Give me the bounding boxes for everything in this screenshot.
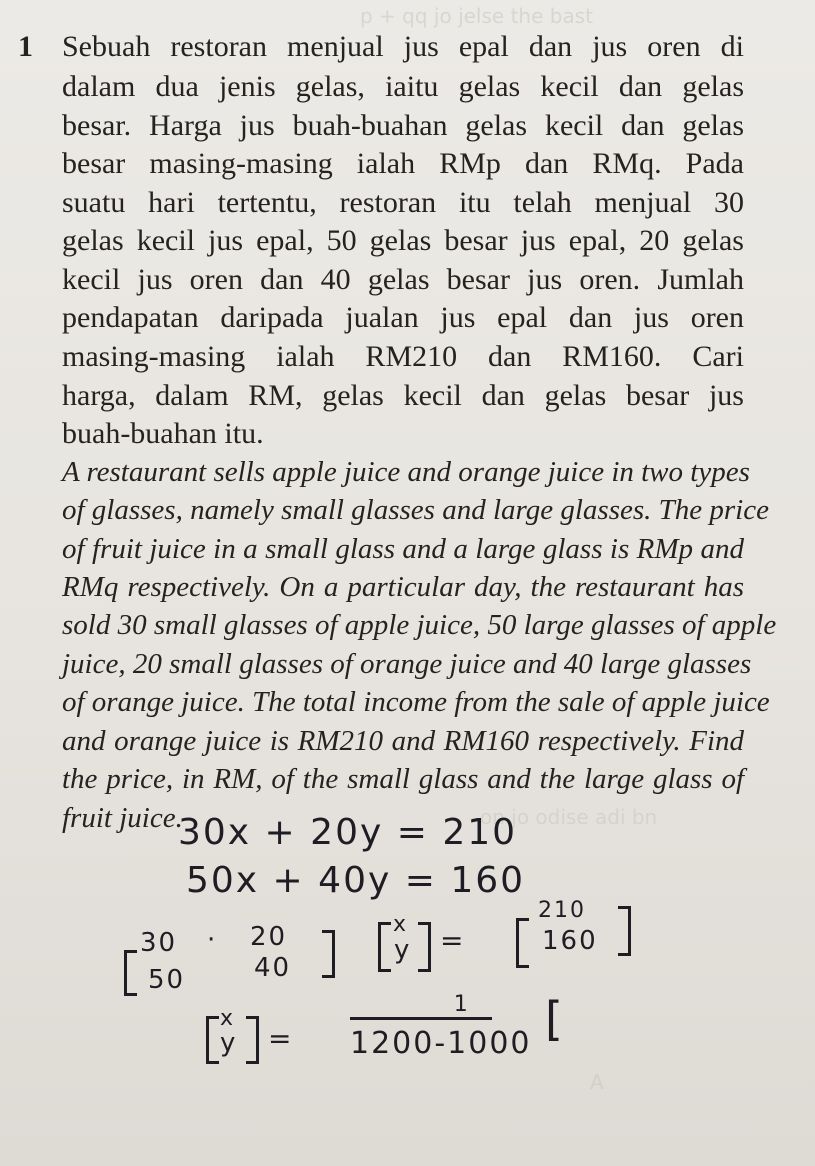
malay-line: Sebuah restoran menjual jus epal dan jus oren di [62,30,744,63]
english-line: RMq respectively. On a particular day, the restaurant has [62,571,744,603]
english-line: of fruit juice in a small glass and a large glass is RMp and [62,533,744,565]
english-line: the price, in RM, of the small glass and the large glass of [62,763,744,795]
rhs-right-bracket [618,906,631,956]
handwritten-equation-2: 50x + 40y = 160 [186,860,526,901]
handwritten-equation-1: 30x + 20y = 210 [178,812,518,853]
matrix-entry: 50 [148,965,186,995]
determinant-fraction [350,992,532,1061]
vector-left-bracket [378,922,391,972]
fraction-denominator: 1200-1000 [350,1026,532,1061]
fraction-bar [350,1017,492,1020]
solution-vector-right-bracket [246,1016,259,1064]
solution-entry-x: x [220,1006,236,1031]
malay-line: besar masing-masing ialah RMp dan RMq. Pada [62,147,744,180]
question-number: 1 [18,30,33,63]
equals-sign: = [440,924,466,957]
english-line: and orange juice is RM210 and RM160 respectively. Find [62,725,744,757]
vector-right-bracket [418,922,431,972]
show-through-marks: on jo odise adi bn [480,805,658,829]
rhs-left-bracket [516,918,529,968]
malay-line: harga, dalam RM, gelas kecil dan gelas besar jus [62,379,744,412]
matrix-entry: 40 [254,953,292,983]
solution-vector-left-bracket [206,1016,219,1064]
vector-entry-x: x [393,912,409,937]
english-line: sold 30 small glasses of apple juice, 50 large glasses of apple [62,609,777,641]
show-through-marks: A [590,1070,604,1094]
english-line: juice, 20 small glasses of orange juice and 40 large glasses [62,648,752,680]
english-line: A restaurant sells apple juice and orange juice in two types [62,456,750,488]
matrix-right-bracket [322,930,335,978]
matrix-entry: 30 [140,928,178,958]
matrix-left-bracket [124,950,137,996]
fraction-numerator: 1 [453,992,468,1017]
malay-line: masing-masing ialah RM210 dan RM160. Cari [62,340,744,373]
malay-line: kecil jus oren dan 40 gelas besar jus oren. Jumlah [62,263,744,296]
matrix-entry: 20 [250,922,288,952]
malay-line: buah-buahan itu. [62,417,264,450]
english-line: of glasses, namely small glasses and large glasses. The price [62,494,769,526]
malay-line: pendapatan daripada jualan jus epal dan jus oren [62,301,744,334]
rhs-entry: 210 [538,898,586,923]
malay-line: gelas kecil jus epal, 50 gelas besar jus epal, 20 gelas [62,224,744,257]
show-through-marks: p + qq jo jelse the bast [360,4,593,28]
equals-sign: = [268,1022,294,1055]
malay-line: suatu hari tertentu, restoran itu telah menjual 30 [62,186,744,219]
malay-line: dalam dua jenis gelas, iaitu gelas kecil dan gelas [62,70,744,103]
rhs-entry: 160 [542,926,598,956]
matrix-dot: · [207,925,218,955]
solution-entry-y: y [220,1028,238,1058]
open-bracket: [ [545,992,565,1046]
vector-entry-y: y [394,935,412,965]
malay-line: besar. Harga jus buah-buahan gelas kecil dan gelas [62,109,744,142]
english-line: of orange juice. The total income from the sale of apple juice [62,686,770,718]
english-line: fruit juice. [62,802,183,834]
